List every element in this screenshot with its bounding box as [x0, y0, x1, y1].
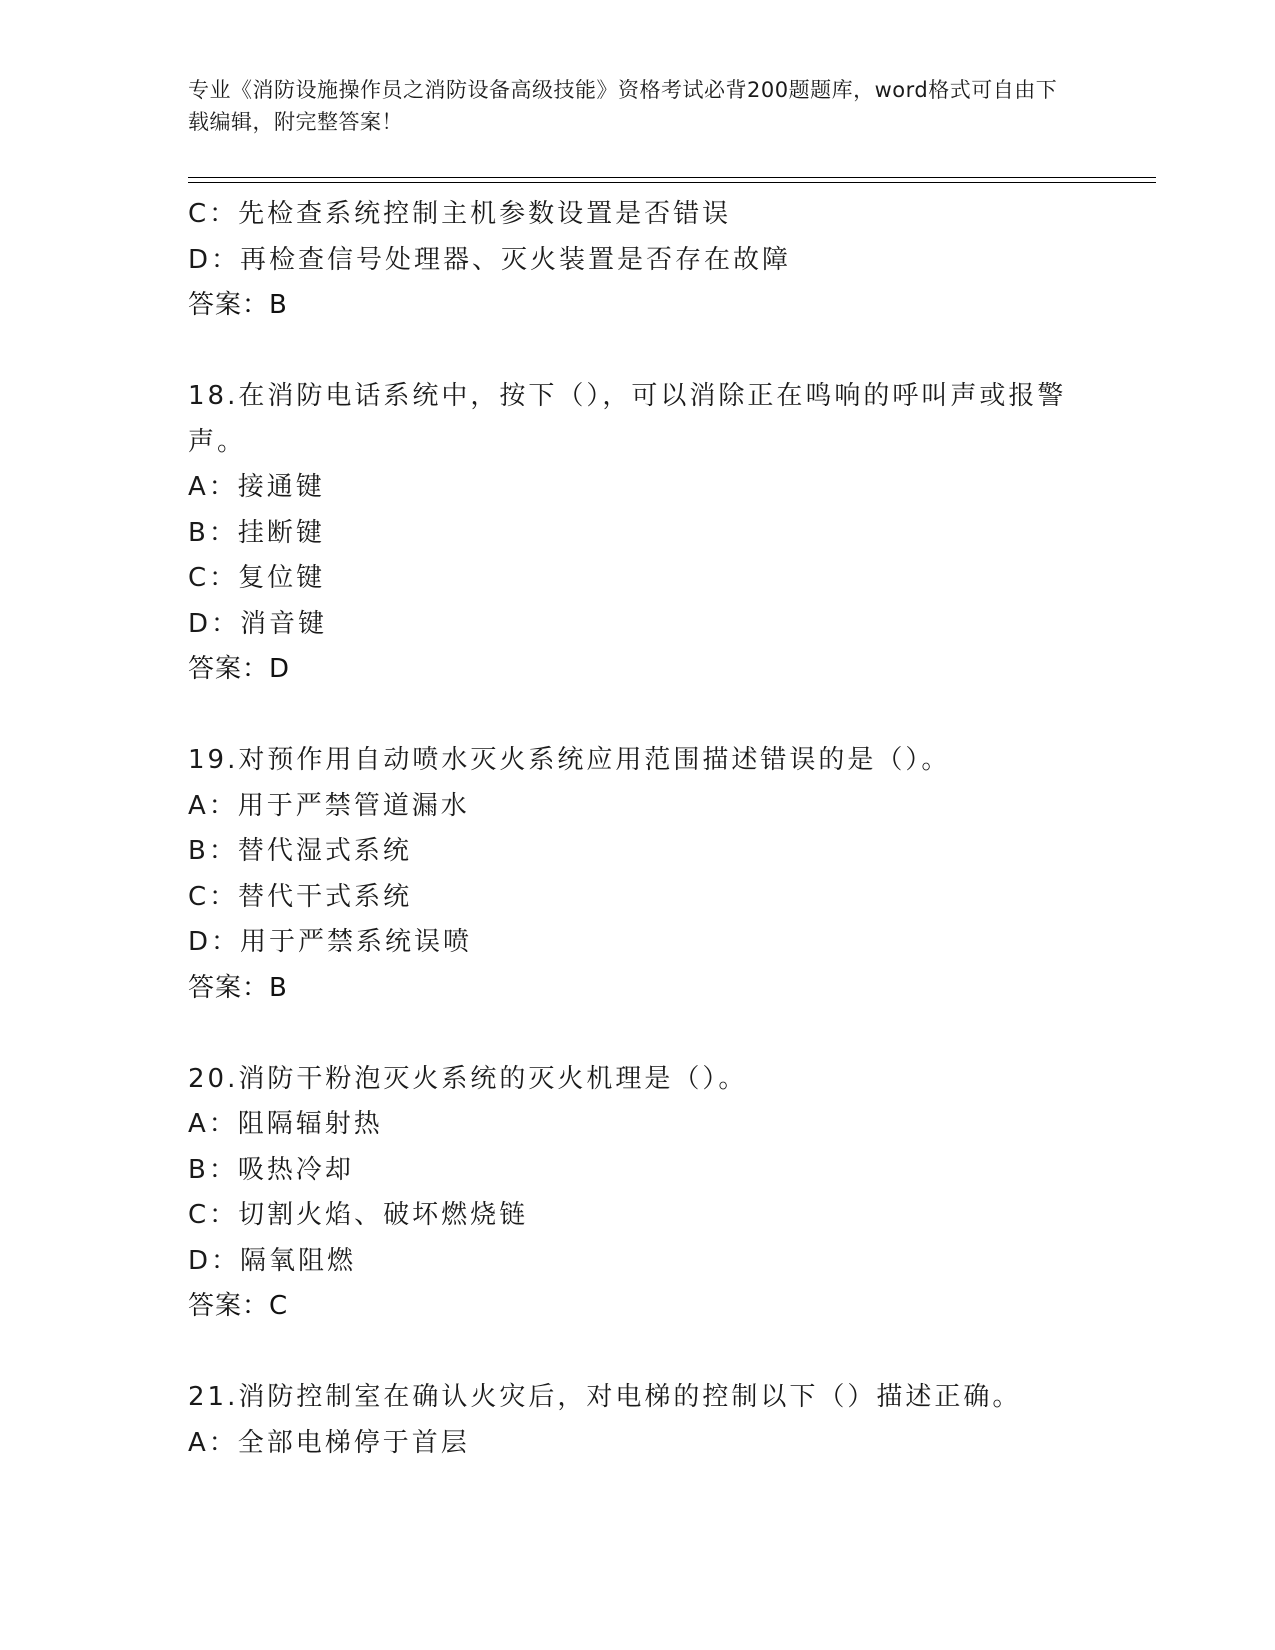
option-a: A：阻隔辐射热 — [188, 1109, 383, 1139]
option-c: C：复位键 — [188, 563, 326, 593]
question-21 — [188, 1375, 1088, 1466]
header-divider-top — [188, 177, 1156, 178]
document-header: 专业《消防设施操作员之消防设备高级技能》资格考试必背200题题库，word格式可自由下载编辑，附完整答案！ — [188, 78, 1058, 134]
header-divider-bottom — [188, 182, 1156, 183]
question-list — [188, 192, 1088, 1466]
option-b: B：吸热冷却 — [188, 1154, 354, 1185]
option-a: A：用于严禁管道漏水 — [188, 790, 470, 821]
question-20 — [188, 1057, 1088, 1330]
question-18 — [188, 374, 1088, 693]
question-17-tail — [188, 192, 1088, 329]
spacer — [188, 329, 1088, 375]
question-stem: 18.在消防电话系统中，按下（），可以消除正在鸣响的呼叫声或报警 — [188, 381, 1067, 411]
question-19 — [188, 738, 1088, 1011]
question-stem: 19.对预作用自动喷水灭火系统应用范围描述错误的是（）。 — [188, 745, 951, 775]
question-stem: 21.消防控制室在确认火灾后，对电梯的控制以下（）描述正确。 — [188, 1382, 1022, 1412]
option-b: B：替代湿式系统 — [188, 836, 412, 866]
question-stem: 20.消防干粉泡灭火系统的灭火机理是（）。 — [188, 1063, 748, 1094]
spacer — [188, 1330, 1088, 1376]
answer-line: 答案：D — [188, 654, 291, 684]
option-c: C：替代干式系统 — [188, 881, 413, 912]
option-a: A：全部电梯停于首层 — [188, 1427, 470, 1458]
spacer — [188, 1011, 1088, 1057]
option-d: D：消音键 — [188, 608, 328, 639]
option-a: A：接通键 — [188, 472, 325, 502]
spacer — [188, 693, 1088, 739]
option-c: C：切割火焰、破坏燃烧链 — [188, 1200, 529, 1230]
question-stem-continued: 声。 — [188, 426, 247, 457]
option-c: C：先检查系统控制主机参数设置是否错误 — [188, 199, 732, 229]
answer-line: 答案：B — [188, 972, 288, 1003]
option-d: D：隔氧阻燃 — [188, 1245, 357, 1276]
option-d: D：再检查信号处理器、灭火装置是否存在故障 — [188, 244, 792, 275]
option-b: B：挂断键 — [188, 517, 325, 548]
answer-line: 答案：B — [188, 290, 288, 320]
option-d: D：用于严禁系统误喷 — [188, 927, 473, 957]
answer-line: 答案：C — [188, 1291, 289, 1321]
